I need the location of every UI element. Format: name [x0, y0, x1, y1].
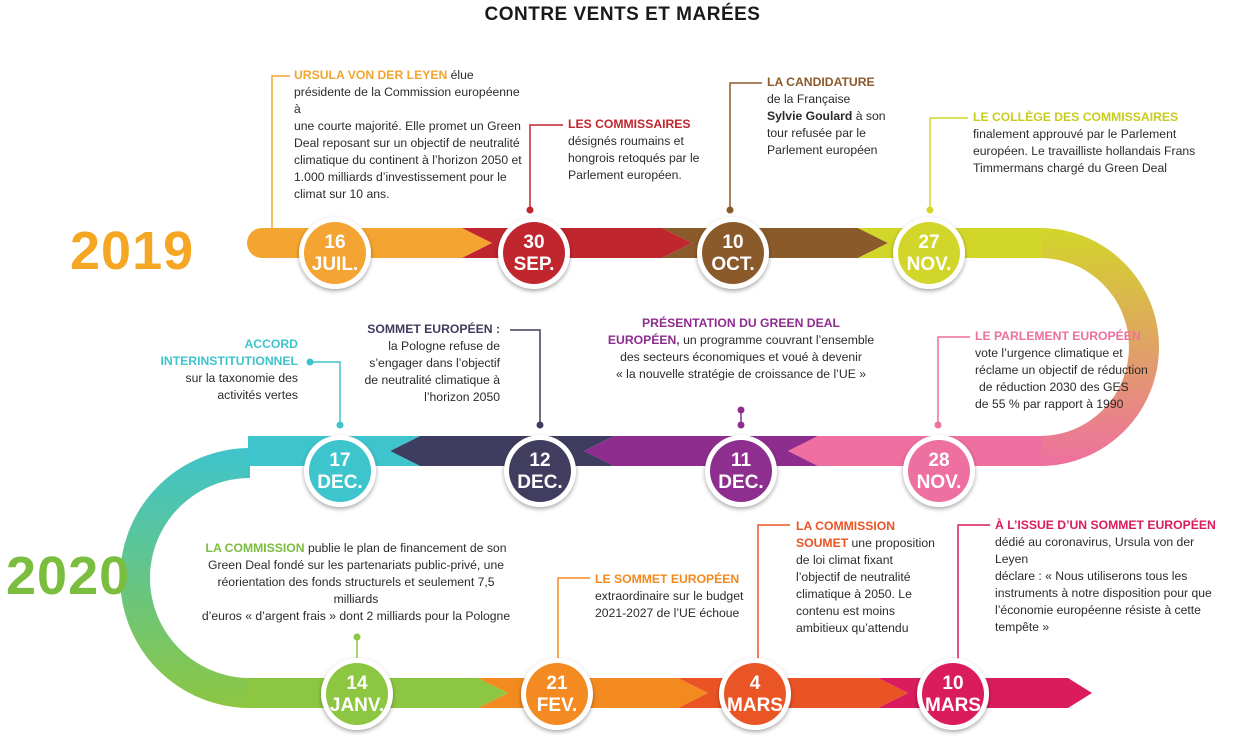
- event-body-e7-3: l’horizon 2050: [424, 390, 500, 404]
- date-day-e9: 14: [346, 673, 368, 694]
- date-badge-e8: [304, 435, 376, 507]
- event-title-e4: LE COLLÈGE DES COMMISSAIRES: [973, 110, 1179, 124]
- event-text-e7: [350, 321, 500, 406]
- road-segment-dec12: [390, 436, 614, 466]
- date-badge-e4: [893, 217, 965, 289]
- event-body-e9-1: Green Deal fondé sur les partenariats public-privé, une: [207, 558, 505, 572]
- date-badge-e1: [299, 217, 371, 289]
- event-body-e2-0: désignés roumains et: [568, 134, 684, 148]
- date-badge-e11: [719, 658, 791, 730]
- event-body-e6-2: « la nouvelle stratégie de croissance de l’UE »: [616, 367, 866, 381]
- connector-e3: [730, 83, 762, 210]
- event-body-e5-0: vote l’urgence climatique et: [975, 346, 1123, 360]
- event-body-e9-0: publie le plan de financement de son: [304, 541, 507, 555]
- event-title-e12: À L’ISSUE D’UN SOMMET EUROPÉEN: [995, 518, 1216, 532]
- event-title-e8-b: INTERINSTITUTIONNEL: [160, 354, 298, 368]
- event-body-e10-0: extraordinaire sur le budget: [595, 589, 744, 603]
- event-body-e3-3: tour refusée par le: [767, 126, 866, 140]
- date-month-e1: JUIL.: [311, 254, 359, 275]
- event-body-e11-0: une proposition: [848, 536, 935, 550]
- date-day-e11: 4: [749, 673, 761, 694]
- road-segment-dec11: [584, 436, 818, 466]
- event-body-e3-0: de la Française: [767, 92, 851, 106]
- event-body-e6-1: des secteurs économiques et voué à devenir: [620, 350, 862, 364]
- date-badge-e6: [705, 435, 777, 507]
- connector-e2: [530, 125, 563, 210]
- event-body-e4-2: Timmermans chargé du Green Deal: [973, 161, 1167, 175]
- event-body-e7-1: s’engager dans l’objectif: [369, 356, 500, 370]
- connector-dot-e6: [738, 407, 745, 414]
- event-body-e12-0: dédié au coronavirus, Ursula von der Leyen: [995, 535, 1195, 566]
- event-body-e12-1: déclare : « Nous utiliserons tous les: [995, 569, 1188, 583]
- event-body-e3-4: Parlement européen: [767, 143, 878, 157]
- event-text-e8: [150, 336, 298, 404]
- event-text-e11: [796, 518, 936, 637]
- date-month-e9: JANV.: [329, 695, 385, 716]
- connector-e8: [310, 362, 340, 425]
- event-body-e5-3: de 55 % par rapport à 1990: [975, 397, 1124, 411]
- date-badge-e2: [498, 217, 570, 289]
- event-body-e1-5: 1.000 milliards d’investissement pour le: [294, 170, 507, 184]
- event-body-e1-3: Deal reposant sur un objectif de neutralité: [294, 136, 520, 150]
- event-text-e2: [568, 116, 728, 184]
- connector-dot-e3: [727, 207, 734, 214]
- event-title-e3: LA CANDIDATURE: [767, 75, 875, 89]
- date-day-e8: 17: [329, 450, 351, 471]
- event-body-e3-1: Sylvie Goulard: [767, 109, 853, 123]
- date-day-e4: 27: [918, 232, 940, 253]
- date-day-e10: 21: [546, 673, 568, 694]
- event-body-e12-2: instruments à notre disposition pour que: [995, 586, 1212, 600]
- year-label-2019: 2019: [70, 221, 195, 281]
- event-text-e9: [196, 540, 516, 625]
- event-title-e6: PRÉSENTATION DU GREEN DEAL: [642, 316, 840, 330]
- date-month-e4: NOV.: [906, 254, 952, 275]
- page-title: CONTRE VENTS ET MARÉES: [484, 4, 761, 25]
- event-body-e8-0: sur la taxonomie des: [185, 371, 298, 385]
- connector-dot-e6b: [738, 422, 745, 429]
- event-title-e7: SOMMET EUROPÉEN :: [367, 322, 500, 336]
- event-title-e5: LE PARLEMENT EUROPÉEN: [975, 329, 1141, 343]
- event-body-e12-4: tempête »: [995, 620, 1050, 634]
- event-title-e11: LA COMMISSION: [796, 519, 896, 533]
- event-body-e11-1: de loi climat fixant: [796, 553, 893, 567]
- event-body-e1-0: élue: [447, 68, 474, 82]
- connector-e5: [938, 337, 970, 425]
- event-title-e2: LES COMMISSAIRES: [568, 117, 691, 131]
- date-month-e2: SEP.: [513, 254, 555, 275]
- event-body-e6-0: un programme couvrant l’ensemble: [679, 333, 875, 347]
- date-day-e5: 28: [928, 450, 950, 471]
- connector-e12: [958, 525, 990, 665]
- date-day-e6: 11: [730, 450, 752, 471]
- event-body-e9-3: d’euros « d’argent frais » dont 2 milliards pour la Pologne: [201, 609, 511, 623]
- event-body-e11-3: climatique à 2050. Le: [796, 587, 912, 601]
- event-body-e1-1: présidente de la Commission européenne à: [294, 85, 520, 116]
- date-month-e8: DEC.: [317, 472, 363, 493]
- date-month-e10: FEV.: [536, 695, 578, 716]
- event-title-e1: URSULA VON DER LEYEN: [294, 68, 448, 82]
- event-body-e7-0: la Pologne refuse de: [388, 339, 500, 353]
- date-month-e12: MARS: [925, 695, 981, 716]
- event-text-e5: [975, 328, 1175, 413]
- road-segment-mar4: [678, 678, 908, 708]
- date-day-e7: 12: [529, 450, 551, 471]
- date-month-e7: DEC.: [517, 472, 563, 493]
- date-month-e11: MARS: [727, 695, 783, 716]
- road-segment-sep: [462, 228, 692, 258]
- connector-dot-e7: [537, 422, 544, 429]
- event-body-e11-4: contenu est moins: [796, 604, 895, 618]
- event-body-e4-0: finalement approuvé par le Parlement: [973, 127, 1177, 141]
- connector-dot-e2: [527, 207, 534, 214]
- event-body-e3-2: à son: [852, 109, 886, 123]
- event-body-e5-1: réclame un objectif de réduction: [975, 363, 1148, 377]
- event-body-e1-2: une courte majorité. Elle promet un Green: [294, 119, 521, 133]
- date-badge-e5: [903, 435, 975, 507]
- event-body-e4-1: européen. Le travailliste hollandais Frans: [973, 144, 1196, 158]
- date-month-e5: NOV.: [916, 472, 962, 493]
- event-body-e11-5: ambitieux qu’attendu: [796, 621, 909, 635]
- connector-e10: [558, 578, 590, 665]
- event-text-e3: [767, 74, 902, 159]
- event-title-e6-b: EUROPÉEN,: [607, 333, 680, 347]
- event-text-e4: [973, 109, 1203, 177]
- date-day-e3: 10: [722, 232, 744, 253]
- connector-dot-e9: [354, 634, 361, 641]
- event-text-e12: [995, 517, 1227, 636]
- date-badge-e3: [697, 217, 769, 289]
- event-body-e2-1: hongrois retoqués par le: [568, 151, 700, 165]
- event-body-e1-6: climat sur 10 ans.: [294, 187, 390, 201]
- event-body-e10-1: 2021-2027 de l’UE échoue: [595, 606, 740, 620]
- road-segment-feb: [478, 678, 708, 708]
- date-day-e2: 30: [523, 232, 545, 253]
- event-text-e10: [595, 571, 765, 622]
- road-segment-oct: [662, 228, 888, 258]
- date-badge-e10: [521, 658, 593, 730]
- date-badge-e12: [917, 658, 989, 730]
- event-text-e1: [294, 67, 524, 203]
- date-month-e6: DEC.: [718, 472, 764, 493]
- connector-dot-e5: [935, 422, 942, 429]
- date-badge-e7: [504, 435, 576, 507]
- event-title-e9: LA COMMISSION: [205, 541, 305, 555]
- event-body-e12-3: l’économie européenne résiste à cette: [995, 603, 1201, 617]
- connector-dot-e4: [927, 207, 934, 214]
- event-title-e10: LE SOMMET EUROPÉEN: [595, 572, 740, 586]
- connector-dot-e8: [307, 359, 314, 366]
- event-body-e7-2: de neutralité climatique à: [364, 373, 500, 387]
- event-title-e11-b: SOUMET: [796, 536, 849, 550]
- connector-e7: [510, 330, 540, 425]
- event-body-e1-4: climatique du continent à l’horizon 2050 et: [294, 153, 522, 167]
- event-text-e6: [606, 315, 876, 383]
- date-day-e1: 16: [324, 232, 346, 253]
- event-body-e11-2: l’objectif de neutralité: [796, 570, 911, 584]
- event-title-e8: ACCORD: [244, 337, 298, 351]
- connector-dot-e8b: [337, 422, 344, 429]
- date-day-e12: 10: [942, 673, 964, 694]
- event-body-e5-2: de réduction 2030 des GES: [979, 380, 1129, 394]
- event-body-e2-2: Parlement européen.: [568, 168, 682, 182]
- connector-e4: [930, 118, 968, 210]
- event-body-e8-1: activités vertes: [217, 388, 298, 402]
- date-badge-e9: [321, 658, 393, 730]
- year-label-2020: 2020: [6, 546, 131, 606]
- event-body-e9-2: réorientation des fonds structurels et seulement 7,5 milliards: [217, 575, 495, 606]
- date-month-e3: OCT.: [711, 254, 755, 275]
- connector-e1: [272, 76, 290, 228]
